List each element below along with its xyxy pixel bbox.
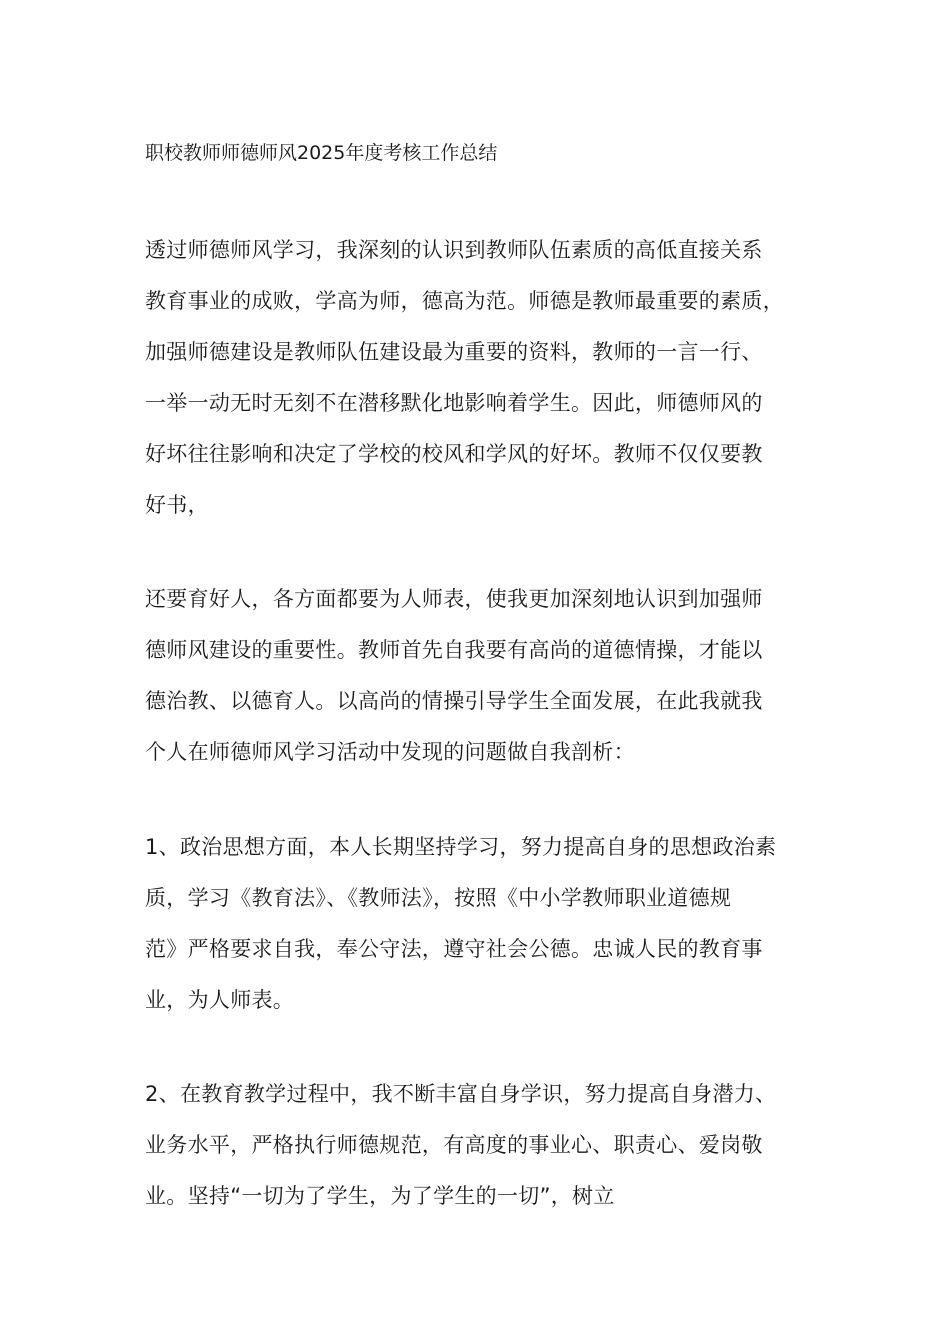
paragraph-1 (145, 225, 825, 531)
paragraph-4 (145, 1069, 825, 1222)
paragraph-line: 好书， (145, 493, 209, 517)
paragraph-line: 透过师德师风学习，我深刻的认识到教师队伍素质的高低直接关系 (145, 238, 763, 262)
paragraph-line: 好坏往往影响和决定了学校的校风和学风的好坏。教师不仅仅要教 (145, 442, 763, 466)
paragraph-line: 2、在教育教学过程中，我不断丰富自身学识，努力提高自身潜力、 (145, 1082, 777, 1106)
paragraph-line: 范》严格要求自我，奉公守法，遵守社会公德。忠诚人民的教育事 (145, 937, 763, 961)
paragraph-line: 1、政治思想方面，本人长期坚持学习，努力提高自身的思想政治素 (145, 835, 777, 859)
paragraph-line: 个人在师德师风学习活动中发现的问题做自我剖析： (145, 740, 635, 764)
paragraph-line: 业，为人师表。 (145, 988, 295, 1012)
paragraph-line: 德师风建设的重要性。教师首先自我要有高尚的道德情操，才能以 (145, 638, 763, 662)
paragraph-2 (145, 574, 825, 778)
paragraph-3 (145, 822, 825, 1026)
paragraph-line: 德治教、以德育人。以高尚的情操引导学生全面发展，在此我就我 (145, 689, 763, 713)
document-title: 职校教师师德师风2025年度考核工作总结 (145, 142, 498, 164)
paragraph-line: 还要育好人，各方面都要为人师表，使我更加深刻地认识到加强师 (145, 587, 763, 611)
paragraph-line: 一举一动无时无刻不在潜移默化地影响着学生。因此，师德师风的 (145, 391, 763, 415)
paragraph-line: 教育事业的成败，学高为师，德高为范。师德是教师最重要的素质， (145, 289, 784, 313)
paragraph-line: 加强师德建设是教师队伍建设最为重要的资料，教师的一言一行、 (145, 340, 763, 364)
paragraph-line: 业务水平，严格执行师德规范，有高度的事业心、职责心、爱岗敬 (145, 1133, 763, 1157)
paragraph-line: 质，学习《教育法》、《教师法》，按照《中小学教师职业道德规 (145, 886, 732, 910)
paragraph-line: 业。坚持“一切为了学生，为了学生的一切”，树立 (145, 1184, 615, 1208)
